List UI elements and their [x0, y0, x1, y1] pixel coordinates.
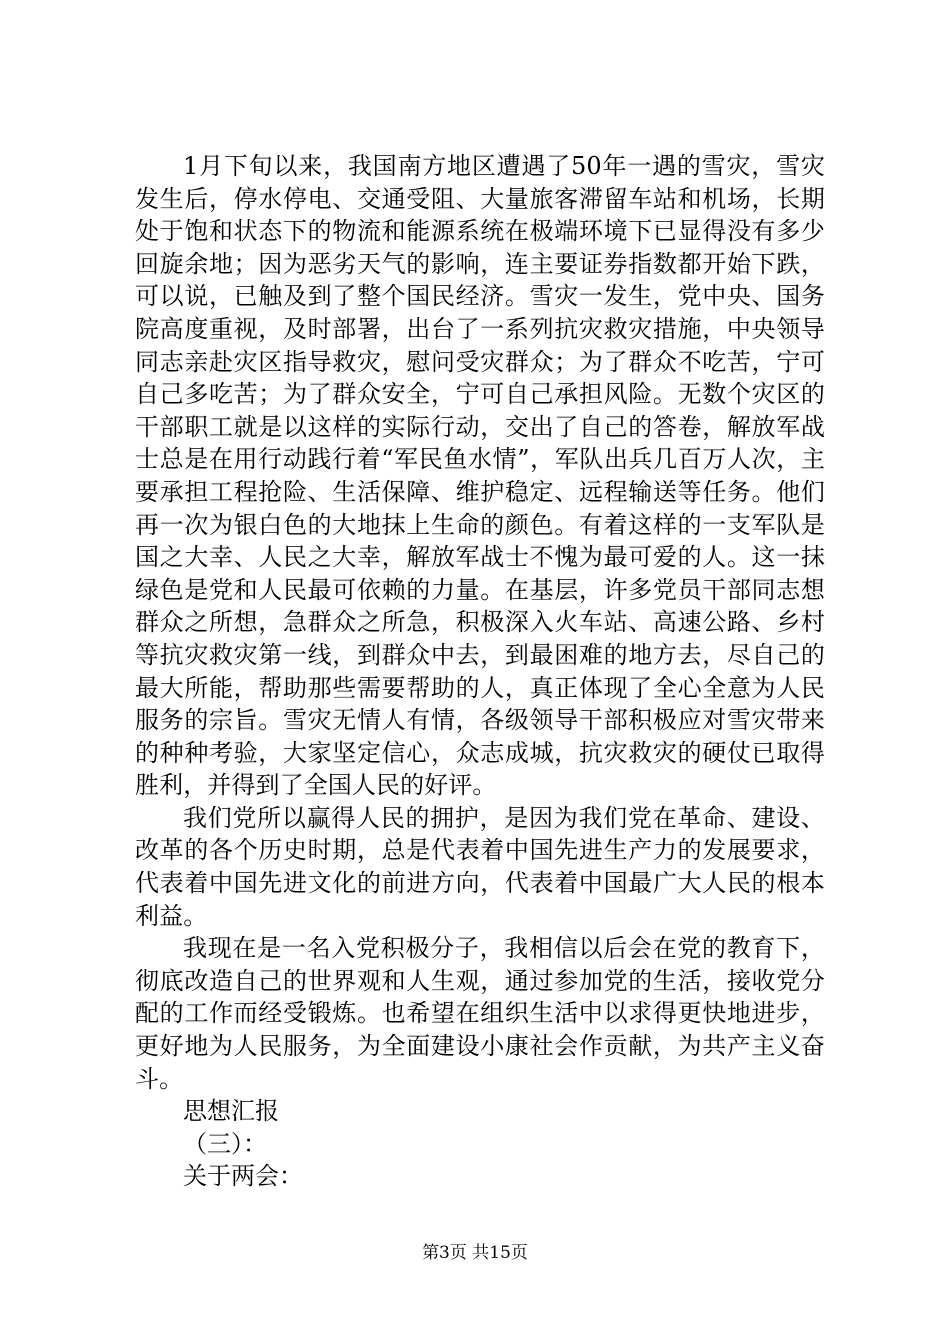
page-number-footer: 第3页 共15页: [422, 1243, 528, 1263]
body-paragraph-1: 1月下旬以来，我国南方地区遭遇了50年一遇的雪灾，雪灾发生后，停水停电、交通受阻、大量旅客滞留车站和机场，长期处于饱和状态下的物流和能源系统在极端环境下已显得没有多少回旋余地；因为恶劣天气的影响，连主要证券指数都开始下跌，可以说，已触及到了整个国民经济。雪灾一发生，党中央、国务院高度重视，及时部署，出台了一系列抗灾救灾措施，中央领导同志亲赴灾区指导救灾，慰问受灾群众；为了群众不吃苦，宁可自己多吃苦；为了群众安全，宁可自己承担风险。无数个灾区的干部职工就是以这样的实际行动，交出了自己的答卷，解放军战士总是在用行动践行着“军民鱼水情”，军队出兵几百万人次，主要承担工程抢险、生活保障、维护稳定、远程输送等任务。他们再一次为银白色的大地抹上生命的颜色。有着这样的一支军队是国之大幸、人民之大幸，解放军战士不愧为最可爱的人。这一抹绿色是党和人民最可依赖的力量。在基层，许多党员干部同志想群众之所想，急群众之所急，积极深入火车站、高速公路、乡村等抗灾救灾第一线，到群众中去，到最困难的地方去，尽自己的最大所能，帮助那些需要帮助的人，真正体现了全心全意为人民服务的宗旨。雪灾无情人有情，各级领导干部积极应对雪灾带来的种种考验，大家坚定信心，众志成城，抗灾救灾的硬仗已取得胜利，并得到了全国人民的好评。: [135, 152, 825, 800]
body-paragraph-2: 我们党所以赢得人民的拥护，是因为我们党在革命、建设、改革的各个历史时期，总是代表着中国先进生产力的发展要求，代表着中国先进文化的前进方向，代表着中国最广大人民的根本利益。: [135, 803, 825, 930]
section-number: （三）：: [183, 1129, 267, 1158]
section-title: 思想汇报: [183, 1097, 279, 1126]
document-body: [135, 150, 825, 1193]
section-subtitle: 关于两会：: [183, 1162, 303, 1191]
body-paragraph-3: 我现在是一名入党积极分子，我相信以后会在党的教育下，彻底改造自己的世界观和人生观，通过参加党的生活，接收党分配的工作而经受锻炼。也希望在组织生活中以求得更快地进步，更好地为人民服务，为全面建设小康社会作贡献，为共产主义奋斗。: [135, 934, 825, 1093]
